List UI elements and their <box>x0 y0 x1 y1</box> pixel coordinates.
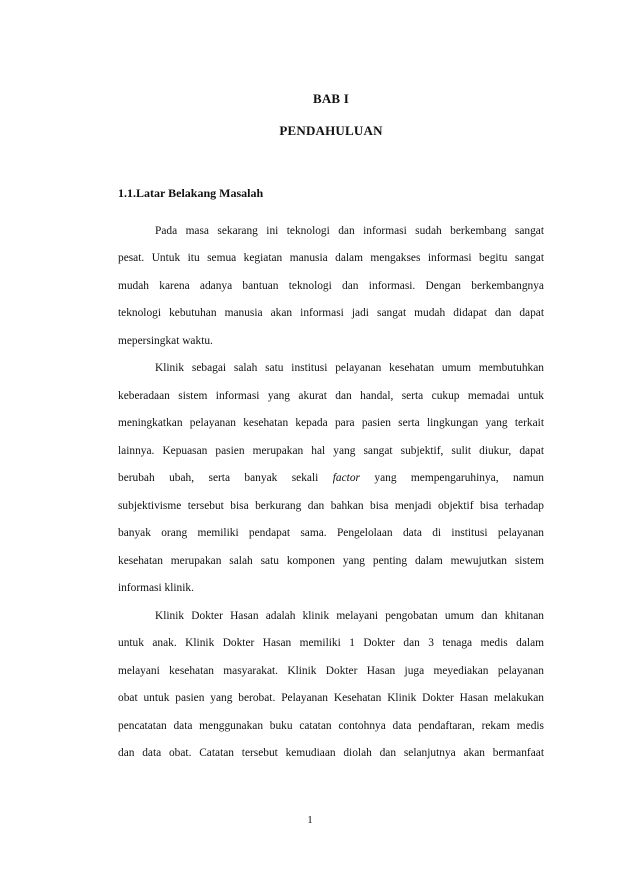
paragraph-line: pesat. Untuk itu semua kegiatan manusia dalam mengakses informasi begitu sangat <box>118 252 544 264</box>
line-text: berubah ubah, serta banyak sekali <box>118 472 319 484</box>
paragraph-line: melayani kesehatan masyarakat. Klinik Dokter Hasan juga meyediakan pelayanan <box>118 665 544 677</box>
paragraph-line: Klinik sebagai salah satu institusi pelayanan kesehatan umum membutuhkan <box>155 362 544 374</box>
paragraph-line <box>118 471 544 485</box>
section-heading: 1.1.Latar Belakang Masalah <box>118 186 264 200</box>
paragraph-line: mudah karena adanya bantuan teknologi dan informasi. Dengan berkembangnya <box>118 280 544 292</box>
paragraph-line: keberadaan sistem informasi yang akurat dan handal, serta cukup memadai untuk <box>118 390 544 402</box>
page-number: 1 <box>307 814 313 826</box>
paragraph-line: mepersingkat waktu. <box>118 335 213 347</box>
paragraph-line: kesehatan merupakan salah satu komponen yang penting dalam mewujutkan sistem <box>118 555 544 567</box>
paragraph-line: obat untuk pasien yang berobat. Pelayanan Kesehatan Klinik Dokter Hasan melakukan <box>118 692 544 704</box>
paragraph-line: subjektivisme tersebut bisa berkurang dan bahkan bisa menjadi objektif bisa terhadap <box>118 500 544 512</box>
paragraph-line: meningkatkan pelayanan kesehatan kepada para pasien serta lingkungan yang terkait <box>118 417 544 429</box>
paragraph-line: pencatatan data menggunakan buku catatan contohnya data pendaftaran, rekam medis <box>118 720 544 732</box>
chapter-number: BAB I <box>312 91 350 106</box>
paragraph-line: lainnya. Kepuasan pasien merupakan hal yang sangat subjektif, sulit diukur, dapat <box>118 445 544 457</box>
chapter-title: PENDAHULUAN <box>279 123 383 138</box>
paragraph-line: untuk anak. Klinik Dokter Hasan memiliki 1 Dokter dan 3 tenaga medis dalam <box>118 637 544 649</box>
paragraph-line: Klinik Dokter Hasan adalah klinik melayani pengobatan umum dan khitanan <box>155 610 544 622</box>
paragraph-line: dan data obat. Catatan tersebut kemudiaan diolah dan selanjutnya akan bermanfaat <box>118 747 544 759</box>
line-text: yang mempengaruhinya, namun <box>374 472 544 484</box>
italic-word: factor <box>332 472 360 484</box>
paragraph-line: teknologi kebutuhan manusia akan informasi jadi sangat mudah didapat dan dapat <box>118 307 544 319</box>
paragraph-line: banyak orang memiliki pendapat sama. Pengelolaan data di institusi pelayanan <box>118 527 544 539</box>
paragraph-line: Pada masa sekarang ini teknologi dan informasi sudah berkembang sangat <box>155 225 544 237</box>
paragraph-line: informasi klinik. <box>118 582 194 594</box>
